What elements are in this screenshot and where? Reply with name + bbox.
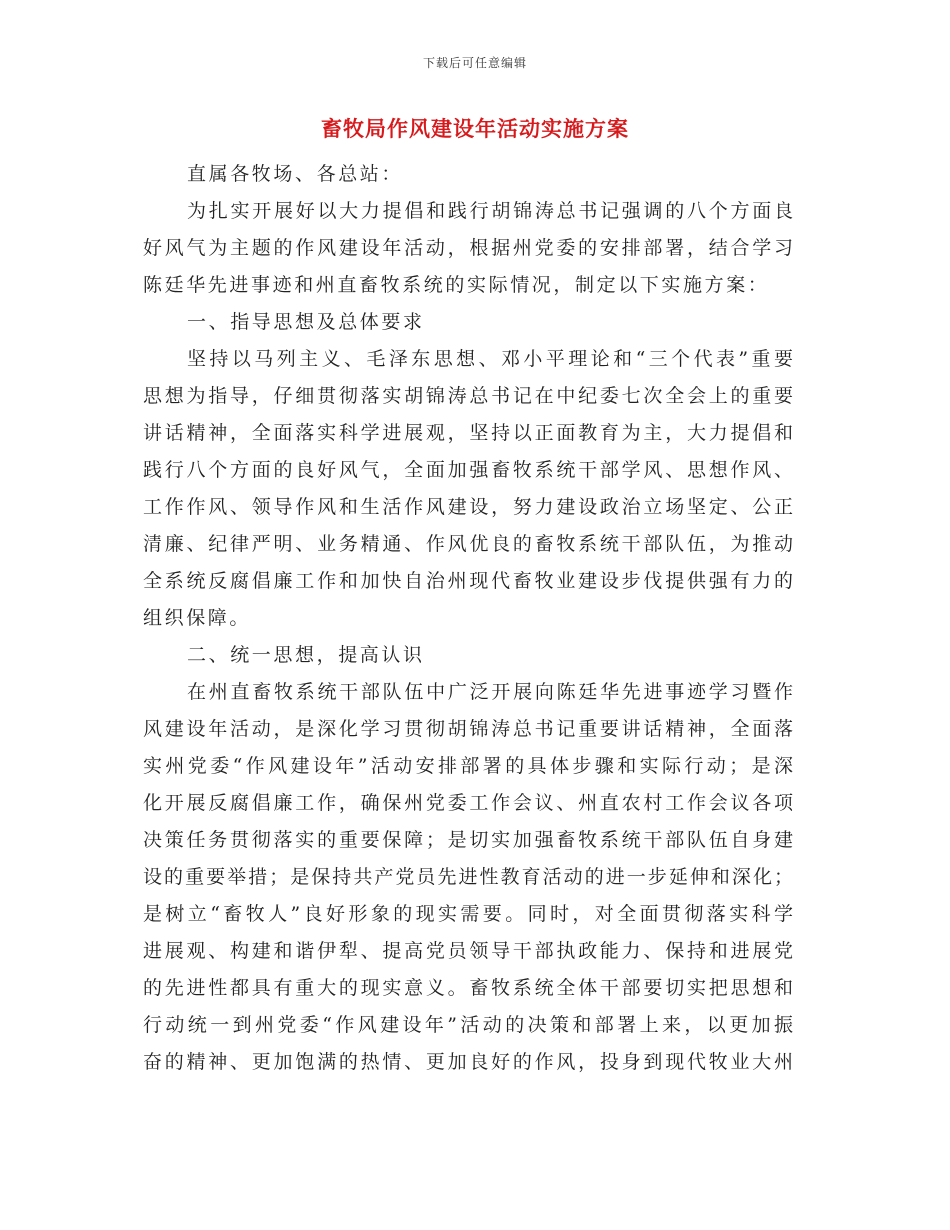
paragraph-line: 好风气为主题的作风建设年活动，根据州党委的安排部署，结合学习 [143, 237, 793, 259]
paragraph-line: 陈廷华先进事迹和州直畜牧系统的实际情况，制定以下实施方案： [143, 274, 770, 296]
paragraph-line: 风建设年活动，是深化学习贯彻胡锦涛总书记重要讲话精神，全面落 [143, 718, 793, 740]
paragraph-line: 为扎实开展好以大力提倡和践行胡锦涛总书记强调的八个方面良 [187, 200, 793, 222]
paragraph-line: 清廉、纪律严明、业务精通、作风优良的畜牧系统干部队伍，为推动 [143, 533, 793, 555]
section-heading: 一、指导思想及总体要求 [187, 311, 425, 333]
paragraph-line: 实州党委“作风建设年”活动安排部署的具体步骤和实际行动；是深 [143, 755, 793, 777]
paragraph-line: 行动统一到州党委“作风建设年”活动的决策和部署上来，以更加振 [143, 1014, 793, 1036]
section-heading: 二、统一思想，提高认识 [187, 644, 425, 666]
document-title: 畜牧局作风建设年活动实施方案 [321, 116, 629, 141]
paragraph-line: 在州直畜牧系统干部队伍中广泛开展向陈廷华先进事迹学习暨作 [187, 681, 793, 703]
paragraph-line: 讲话精神，全面落实科学进展观，坚持以正面教育为主，大力提倡和 [143, 422, 793, 444]
paragraph-line: 的先进性都具有重大的现实意义。畜牧系统全体干部要切实把思想和 [143, 977, 793, 999]
document-body [143, 156, 793, 1081]
paragraph-line: 全系统反腐倡廉工作和加快自治州现代畜牧业建设步伐提供强有力的 [143, 570, 793, 592]
paragraph-line: 组织保障。 [143, 607, 252, 629]
paragraph-line: 化开展反腐倡廉工作，确保州党委工作会议、州直农村工作会议各项 [143, 792, 793, 814]
paragraph-line: 奋的精神、更加饱满的热情、更加良好的作风，投身到现代牧业大州 [143, 1051, 793, 1073]
paragraph-line: 工作作风、领导作风和生活作风建设，努力建设政治立场坚定、公正 [143, 496, 793, 518]
paragraph-line: 进展观、构建和谐伊犁、提高党员领导干部执政能力、保持和进展党 [143, 940, 793, 962]
paragraph-line: 是树立“畜牧人”良好形象的现实需要。同时，对全面贯彻落实科学 [143, 903, 793, 925]
header-note: 下载后可任意编辑 [422, 56, 527, 70]
paragraph-line: 践行八个方面的良好风气，全面加强畜牧系统干部学风、思想作风、 [143, 459, 793, 481]
paragraph-line: 决策任务贯彻落实的重要保障；是切实加强畜牧系统干部队伍自身建 [143, 829, 793, 851]
paragraph-line: 思想为指导，仔细贯彻落实胡锦涛总书记在中纪委七次全会上的重要 [143, 385, 793, 407]
paragraph-line: 设的重要举措；是保持共产党员先进性教育活动的进一步延伸和深化； [143, 866, 793, 888]
paragraph-line: 直属各牧场、各总站： [187, 163, 404, 185]
paragraph-line: 坚持以马列主义、毛泽东思想、邓小平理论和“三个代表”重要 [187, 348, 793, 370]
